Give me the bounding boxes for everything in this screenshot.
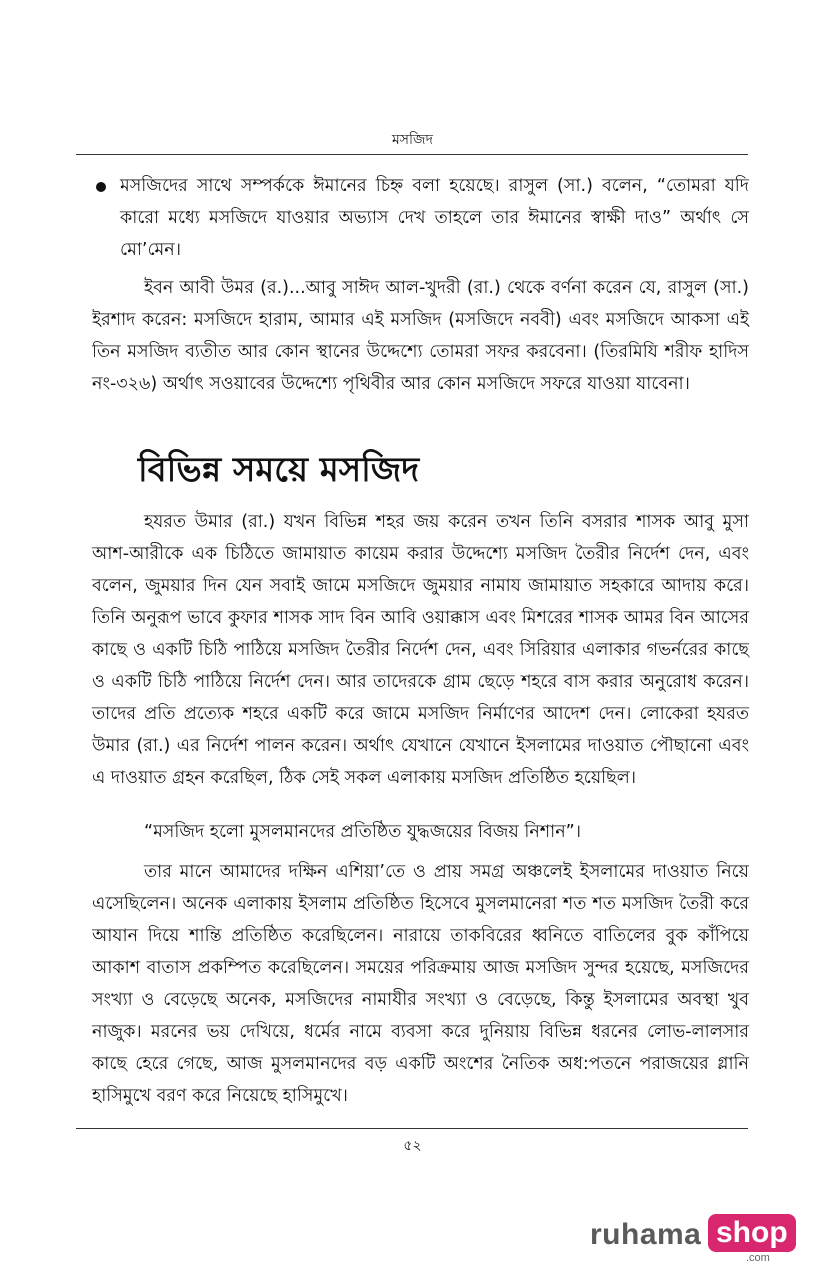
running-title: মসজিদ xyxy=(392,132,433,148)
bullet-item xyxy=(120,170,749,266)
paragraph-umar: হযরত উমার (রা.) যখন বিভিন্ন শহর জয় করেন তখন তিনি বসরার শাসক আবু মুসা আশ-আরীকে এক চিঠিতে জামায়াত কায়েম করার উদ্দেশ্যে মসজিদ তৈরীর নির্দেশ দেন, এবং বলেন, জুময়ার দিন যেন সবাই জামে মসজিদে জুময়ার নামায জামায়াত সহকারে আদায় করে। তিনি অনুরূপ ভাবে কুফার শাসক সাদ বিন আবি ওয়াক্কাস এবং মিশরের শাসক আমর বিন আসের কাছে ও একটি চিঠি পাঠিয়ে মসজিদ তৈরীর নির্দেশ দেন, এবং সিরিয়ার এলাকার গভর্নরের কাছে ও একটি চিঠি পাঠিয়ে নির্দেশ দেন। আর তাদেরকে গ্রাম ছেড়ে শহরে বাস করার অনুরোধ করেন। তাদের প্রতি প্রত্যেক শহরে একটি করে জামে মসজিদ নির্মাণের আদেশ দেন। লোকেরা হযরত উমার (রা.) এর নির্দেশ পালন করেন। অর্থাৎ যেখানে যেখানে ইসলামের দাওয়াত পৌছানো এবং এ দাওয়াত গ্রহন করেছিল, ঠিক সেই সকল এলাকায় মসজিদ প্রতিষ্ঠিত হয়েছিল। xyxy=(92,512,749,788)
header-rule xyxy=(76,154,748,155)
footer-rule xyxy=(76,1128,748,1129)
quote-line: “মসজিদ হলো মুসলমানদের প্রতিষ্ঠিত যুদ্ধজয়ের বিজয় নিশান”। xyxy=(144,822,581,842)
paragraph-hadith: ইবন আবী উমর (র.)...আবু সাঈদ আল-খুদরী (রা.) থেকে বর্ণনা করেন যে, রাসুল (সা.) ইরশাদ করেন: মসজিদে হারাম, আমার এই মসজিদ (মসজিদে নববী) এবং মসজিদে আকসা এই তিন মসজিদ ব্যতীত আর কোন স্থানের উদ্দেশ্যে তোমরা সফর করবেনা। (তিরমিযি শরীফ হাদিস নং-৩২৬) অর্থাৎ সওয়াবের উদ্দেশ্যে পৃথিবীর আর কোন মসজিদে সফরে যাওয়া যাবেনা। xyxy=(92,278,749,394)
bullet-icon xyxy=(96,182,106,192)
logo-domain: .com xyxy=(746,1252,770,1264)
bullet-text: মসজিদের সাথে সম্পর্ককে ঈমানের চিহ্ন বলা হয়েছে। রাসুল (সা.) বলেন, “তোমরা যদি কারো মধ্যে মসজিদে যাওয়ার অভ্যাস দেখ তাহলে তার ঈমানের স্বাক্ষী দাও” অর্থাৎ সে মো’মেন। xyxy=(120,176,749,260)
section-heading: বিভিন্ন সময়ে মসজিদ xyxy=(138,450,420,490)
paragraph-south-asia: তার মানে আমাদের দক্ষিন এশিয়া’তে ও প্রায় সমগ্র অঞ্চলেই ইসলামের দাওয়াত নিয়ে এসেছিলেন। অনেক এলাকায় ইসলাম প্রতিষ্ঠিত হিসেবে মুসলমানেরা শত শত মসজিদ তৈরী করে আযান দিয়ে শান্তি প্রতিষ্ঠিত করেছিলেন। নারায়ে তাকবিরের ধ্বনিতে বাতিলের বুক কাঁপিয়ে আকাশ বাতাস প্রকম্পিত করেছিলেন। সময়ের পরিক্রমায় আজ মসজিদ সুন্দর হয়েছে, মসজিদের সংখ্যা ও বেড়েছে অনেক, মসজিদের নামাযীর সংখ্যা ও বেড়েছে, কিন্তু ইসলামের অবস্থা খুব নাজুক। মরনের ভয় দেখিয়ে, ধর্মের নামে ব্যবসা করে দুনিয়ায় বিভিন্ন ধরনের লোভ-লালসার কাছে হেরে গেছে, আজ মুসলমানদের বড় একটি অংশের নৈতিক অধ:পতনে পরাজয়ের গ্লানি হাসিমুখে বরণ করে নিয়েছে হাসিমুখে। xyxy=(92,862,749,1106)
logo-shop-badge: shop xyxy=(708,1214,796,1252)
page-number: ৫২ xyxy=(403,1138,422,1154)
logo-word: ruhama xyxy=(590,1218,702,1251)
